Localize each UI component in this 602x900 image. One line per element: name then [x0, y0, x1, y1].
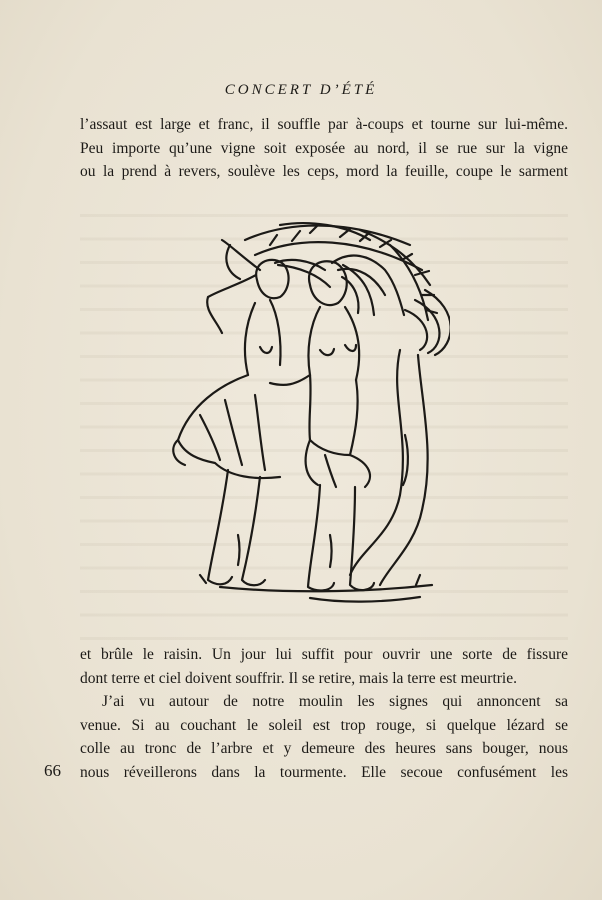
woodcut-two-women-wind-tree-icon [160, 215, 450, 620]
text-line: l’assaut est large et franc, il souffle par à-coups et tourne sur lui-même. [80, 116, 568, 133]
running-head: CONCERT D’ÉTÉ [224, 82, 378, 98]
text-line: J’ai vu autour de notre moulin les signes qui annoncent sa [102, 693, 568, 710]
text-block-bottom [80, 643, 568, 784]
text-line: nous réveillerons dans la tourmente. Elle secoue confusément les [80, 763, 568, 781]
page-number: 66 [44, 761, 61, 780]
text-line: venue. Si au couchant le soleil est trop rouge, si quelque lézard se [80, 716, 568, 734]
text-line: dont terre et ciel doivent souffrir. Il se retire, mais la terre est meurtrie. [80, 669, 517, 687]
text-block-top [80, 113, 568, 184]
text-line: Peu importe qu’une vigne soit exposée au nord, il se rue sur la vigne [80, 139, 568, 157]
text-line: et brûle le raisin. Un jour lui suffit pour ouvrir une sorte de fissure [80, 646, 568, 663]
text-line: ou la prend à revers, soulève les ceps, mord la feuille, coupe le sarment [80, 163, 568, 180]
woodcut-illustration [160, 215, 450, 620]
text-line: colle au tronc de l’arbre et y demeure des heures sans bouger, nous [80, 740, 568, 757]
